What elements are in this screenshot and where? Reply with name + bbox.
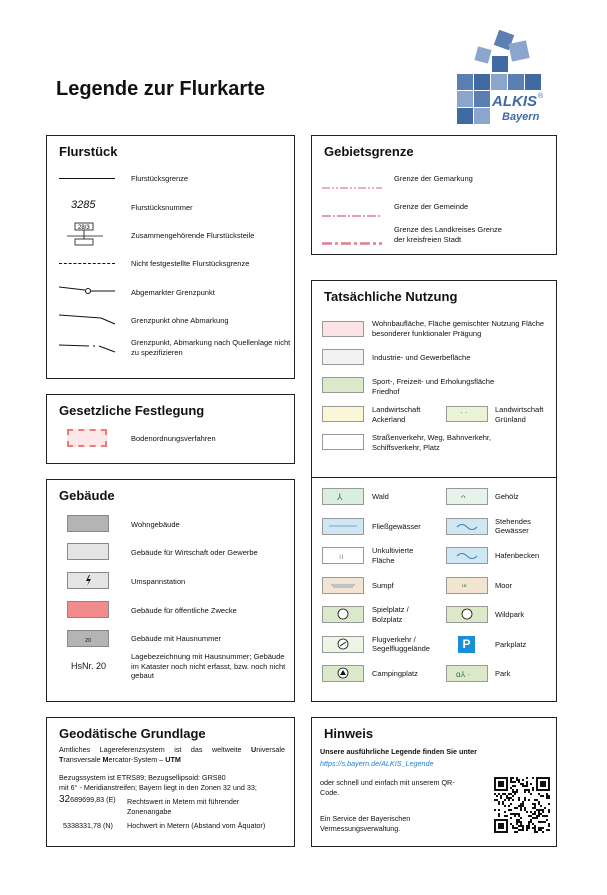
tent-swatch [322,665,364,682]
svg-text:⅄: ⅄ [337,492,343,502]
parcel-parts-symbol [67,222,99,244]
parking-icon: P [458,636,475,653]
deer-swatch [446,606,488,623]
parcel-number-symbol: 3285 [71,199,96,211]
logo-text-registered: ® [538,93,544,100]
legend-label: Gebäude mit Hausnummer [131,634,222,643]
legend-label: Parkplatz [495,639,527,649]
marsh-swatch [322,577,364,594]
industrial-area-swatch [322,349,364,365]
legend-label: Sport-, Freizeit- und Erholungsfläche Friedhof [372,377,495,396]
meridian-text: mit 6° - Meridianstreifen; Bayern liegt in den Zonen 32 und 33; [59,783,257,792]
municipality-boundary-line [322,205,384,223]
legend-label: Grenze der Gemeinde [394,202,469,211]
tree-icon [323,489,363,504]
divider [312,477,556,478]
northing-label: Hochwert in Metern (Abstand vom Äquator) [127,821,266,830]
moor-icon [447,578,487,593]
legend-label: Flurstücksnummer [131,203,193,212]
tree-swatch [322,488,364,505]
district-boundary-line [322,177,384,195]
svg-text:ᴖ: ᴖ [461,493,466,502]
legend-label: Gehölz [495,492,519,501]
arable-land-swatch [322,406,364,422]
wave-icon [447,548,487,563]
hinweis-bold-text: Unsere ausführliche Legende finden Sie unter [320,747,477,756]
marked-point-symbol [59,284,119,303]
wave-icon [447,519,487,534]
grassland-dots-icon: · · [460,408,468,417]
gebietsgrenze-panel [311,135,557,255]
legend-label: Fließgewässer [372,521,421,531]
deer-icon [447,607,487,622]
residential-area-swatch [322,321,364,337]
residential-building-swatch [67,515,109,532]
legend-label: Moor [495,580,513,590]
legend-label: Grenzpunkt ohne Abmarkung [131,316,229,325]
legend-label: Wildpark [495,610,525,619]
page-title: Legende zur Flurkarte [56,78,265,100]
unsettled-boundary-symbol [59,263,115,264]
svg-text:ᵚ: ᵚ [462,581,467,591]
hinweis-panel [311,717,557,847]
gesetzliche-festlegung-panel [46,394,295,464]
substation-swatch [67,572,109,589]
geodaetisch-panel [46,717,295,847]
qr-code-icon[interactable] [494,777,550,833]
nutzung-panel [311,280,557,702]
service-text: Ein Service der Bayerischen Vermessungsverwaltung. [320,814,411,833]
hinweis-heading: Hinweis [324,726,374,741]
easting-label: Rechtswert in Metern mit führender Zonenangabe [127,797,240,816]
legend-label: Flurstücksgrenze [131,174,189,183]
legend-label: Campingplatz [372,669,418,678]
legend-label: Gebäude für Wirtschaft oder Gewerbe [131,548,258,557]
gebaeude-heading: Gebäude [59,488,115,503]
grass-icon [323,548,363,563]
legend-label: Unkultivierte Fläche [372,546,414,565]
logo-text-alkis: ALKIS [492,93,537,110]
alkis-bayern-logo [452,26,552,126]
commercial-building-swatch [67,543,109,560]
tent-icon [323,666,363,681]
public-building-swatch [67,601,109,618]
playground-icon [323,607,363,622]
legend-label: Straßenverkehr, Weg, Bahnverkehr, Schiffsverkehr, Platz [372,433,492,452]
legend-label: Industrie- und Gewerbefläche [372,353,471,362]
recreation-area-swatch [322,377,364,393]
unmarked-point-symbol [59,313,119,332]
lightning-icon [68,573,108,588]
legend-label: Wald [372,492,389,501]
house-number-building-swatch [67,630,109,647]
legend-label: Lagebezeichnung mit Hausnummer; Gebäude im Kataster noch nicht erfasst, bzw. noch nicht gebaut [131,652,286,680]
legend-label: Landwirtschaft Grünland [495,405,544,424]
parking-swatch [446,636,488,653]
grass-swatch [322,547,364,564]
flow-icon [323,519,363,534]
legend-label: Grenze der Gemarkung [394,174,473,183]
grassland-swatch [446,406,488,422]
wave-swatch [446,547,488,564]
legend-label: Abgemarkter Grenzpunkt [131,288,215,297]
legend-label: Nicht festgestellte Flurstücksgrenze [131,259,250,268]
nutzung-heading: Tatsächliche Nutzung [324,289,458,304]
parcel-boundary-symbol [59,178,115,179]
park-icon [447,666,487,681]
plane-swatch [322,636,364,653]
legend-label: Umspannstation [131,577,186,586]
legend-label: Flugverkehr / Segelfluggelände [372,634,430,653]
legend-label: Grenzpunkt, Abmarkung nach Quellenlage nicht zu spezifizieren [131,338,291,357]
legend-label: Spielplatz / Bolzplatz [372,605,409,624]
legend-label: Wohngebäude [131,520,180,529]
legend-label: Grenze des Landkreises Grenze der kreisfreien Stadt [394,225,502,244]
wave-swatch [446,518,488,535]
playground-swatch [322,606,364,623]
gebaeude-panel [46,479,295,702]
legend-link[interactable]: https://s.bayern.de/ALKIS_Legende [320,759,434,768]
county-boundary-line [322,233,384,251]
utm-intro: Amtliches Lagereferenzsystem ist das weltweite Universale Transversale Mercator-System – UTM [59,745,285,764]
legend-label: Landwirtschaft Ackerland [372,405,421,424]
northing-value: 5338331,78 (N) [63,821,113,830]
shrub-swatch [446,488,488,505]
unspecified-point-symbol [59,341,119,360]
svg-text:ɑ⅄ ·: ɑ⅄ · [456,670,471,679]
svg-text:ıı: ıı [339,552,344,561]
legend-label: Zusammengehörende Flurstücksteile [131,231,255,240]
flurstueck-panel [46,135,295,379]
legend-label: Park [495,669,511,678]
gebietsgrenze-heading: Gebietsgrenze [324,144,414,159]
legend-label: Hafenbecken [495,551,540,560]
reference-system-text: Bezugssystem ist ETRS89; Bezugsellipsoid: GRS80 [59,773,226,782]
land-consolidation-symbol [67,429,107,447]
flow-swatch [322,518,364,535]
flurstueck-heading: Flurstück [59,144,118,159]
legend-label: Wohnbaufläche, Fläche gemischter Nutzung Fläche besonderer funktionaler Prägung [372,319,545,338]
easting-value: 32689699,83 (E) [59,794,116,805]
park-swatch [446,665,488,682]
qr-hint-text: oder schnell und einfach mit unserem QR-Code. [320,778,455,797]
logo-text-bayern: Bayern [502,111,540,123]
fraction-text: 28/3 [78,225,90,231]
hsnr-symbol: HsNr. 20 [71,661,107,671]
house-number-text: 20 [85,638,92,644]
gesetzlich-heading: Gesetzliche Festlegung [59,403,205,418]
legend-label: Stehendes Gewässer [495,516,531,535]
plane-icon [323,637,363,652]
legend-label: Gebäude für öffentliche Zwecke [131,606,237,615]
marsh-icon [323,578,363,593]
legend-label: Bodenordnungsverfahren [131,434,216,443]
traffic-area-swatch [322,434,364,450]
moor-swatch [446,577,488,594]
geodaetisch-heading: Geodätische Grundlage [59,726,206,741]
legend-label: Sumpf [372,580,394,590]
shrub-icon [447,489,487,504]
